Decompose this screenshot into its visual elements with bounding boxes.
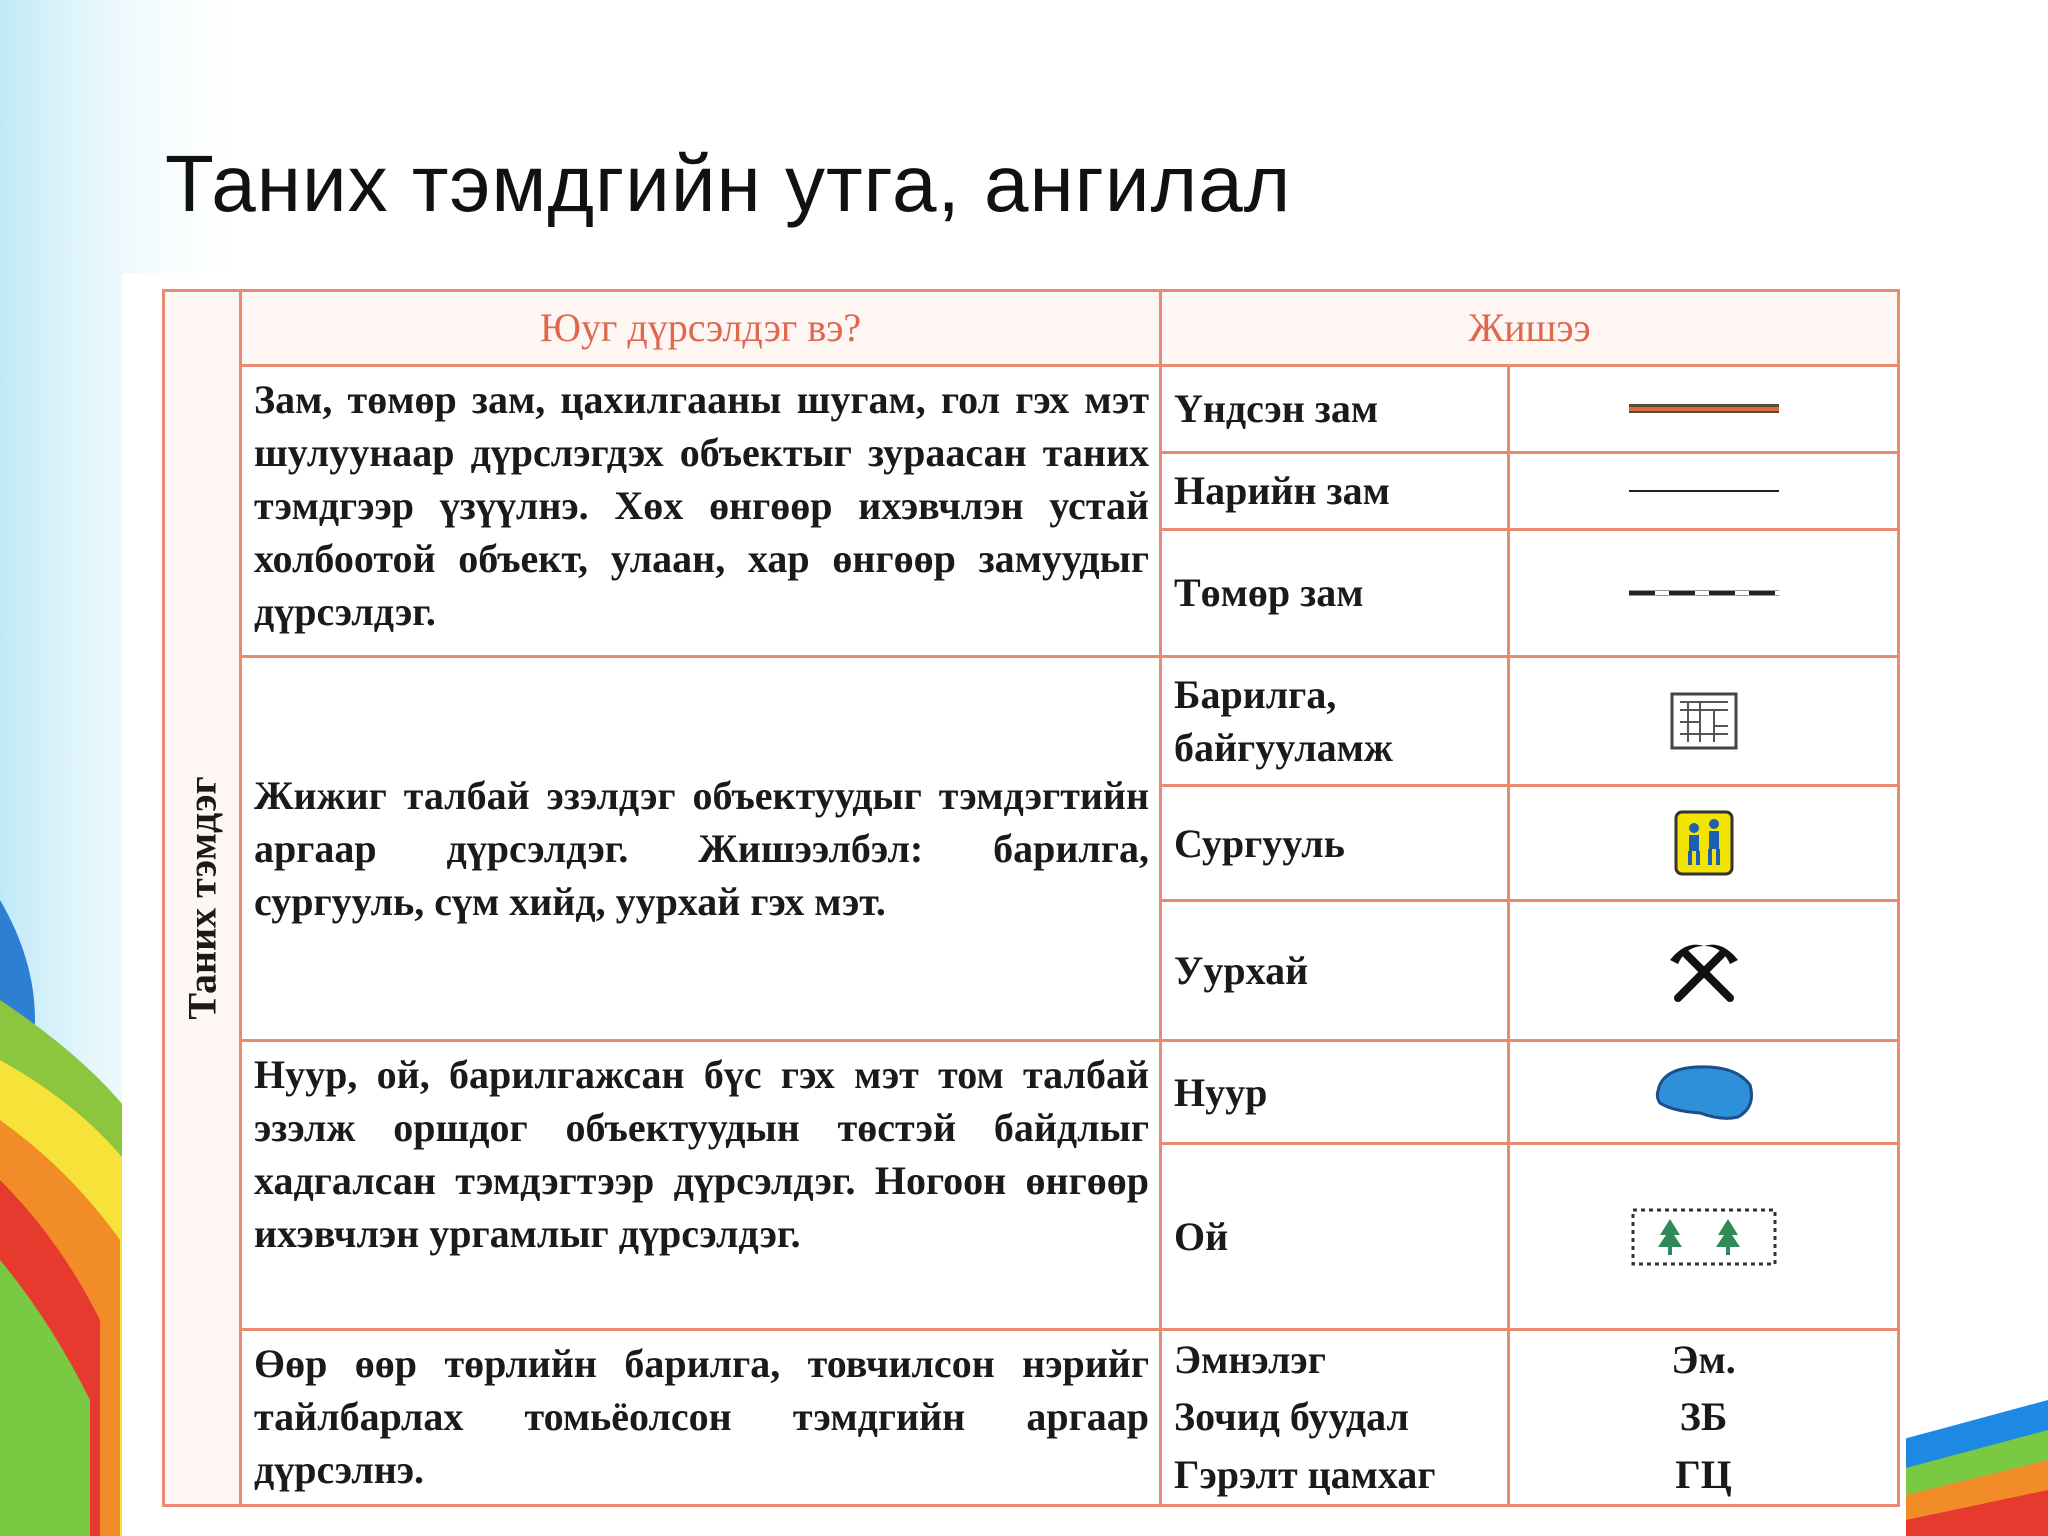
narrow-road-line-icon (1509, 452, 1899, 529)
example-name: Барилга, байгууламж (1161, 656, 1509, 785)
side-label-text: Таних тэмдэг (179, 776, 225, 1020)
example-name: Уурхай (1161, 901, 1509, 1040)
example-abbreviation: Эм. (1509, 1330, 1899, 1388)
example-name: Гэрэлт цамхаг (1161, 1444, 1509, 1505)
group-description: Жижиг талбай эзэлдэг объектуудыг тэмдэгтийн аргаар дүрсэлдэг. Жишээлбэл: барилга, сургууль, сүм хийд, уурхай гэх мэт. (241, 656, 1161, 1040)
header-example: Жишээ (1161, 291, 1899, 366)
example-abbreviation: ЗБ (1509, 1388, 1899, 1445)
mine-hammers-icon (1509, 901, 1899, 1040)
group-description: Зам, төмөр зам, цахилгааны шугам, гол гэх мэт шулуунаар дүрслэгдэх объектыг зураасан таних тэмдгээр үзүүлнэ. Хөх өнгөөр ихэвчлэн устай холбоотой объект, улаан, хар өнгөөр замуудыг дүрсэлдэг. (241, 365, 1161, 656)
sign-table-image (122, 273, 1906, 1536)
building-icon (1509, 656, 1899, 785)
lake-icon (1509, 1040, 1899, 1143)
sign-table (162, 289, 1900, 1507)
example-name: Сургууль (1161, 786, 1509, 901)
main-road-line-icon (1509, 365, 1899, 452)
example-abbreviation: ГЦ (1509, 1444, 1899, 1505)
example-name: Үндсэн зам (1161, 365, 1509, 452)
forest-icon (1509, 1144, 1899, 1330)
group-description: Нуур, ой, барилгажсан бүс гэх мэт том талбай эзэлж оршдог объектуудын төстэй байдлыг хадгалсан тэмдэгтээр дүрсэлдэг. Ногоон өнгөөр ихэвчлэн ургамлыг дүрсэлдэг. (241, 1040, 1161, 1329)
header-description: Юуг дүрсэлдэг вэ? (241, 291, 1161, 366)
slide-title: Таних тэмдгийн утга, ангилал (165, 139, 1292, 228)
side-label (164, 291, 241, 1506)
school-icon (1509, 786, 1899, 901)
group-description: Өөр өөр төрлийн барилга, товчилсон нэрийг тайлбарлах томьёолсон тэмдгийн аргаар дүрсэлнэ. (241, 1330, 1161, 1506)
example-name: Ой (1161, 1144, 1509, 1330)
example-name: Нуур (1161, 1040, 1509, 1143)
example-name: Зочид буудал (1161, 1388, 1509, 1445)
example-name: Нарийн зам (1161, 452, 1509, 529)
railway-line-icon (1509, 529, 1899, 656)
example-name: Эмнэлэг (1161, 1330, 1509, 1388)
example-name: Төмөр зам (1161, 529, 1509, 656)
